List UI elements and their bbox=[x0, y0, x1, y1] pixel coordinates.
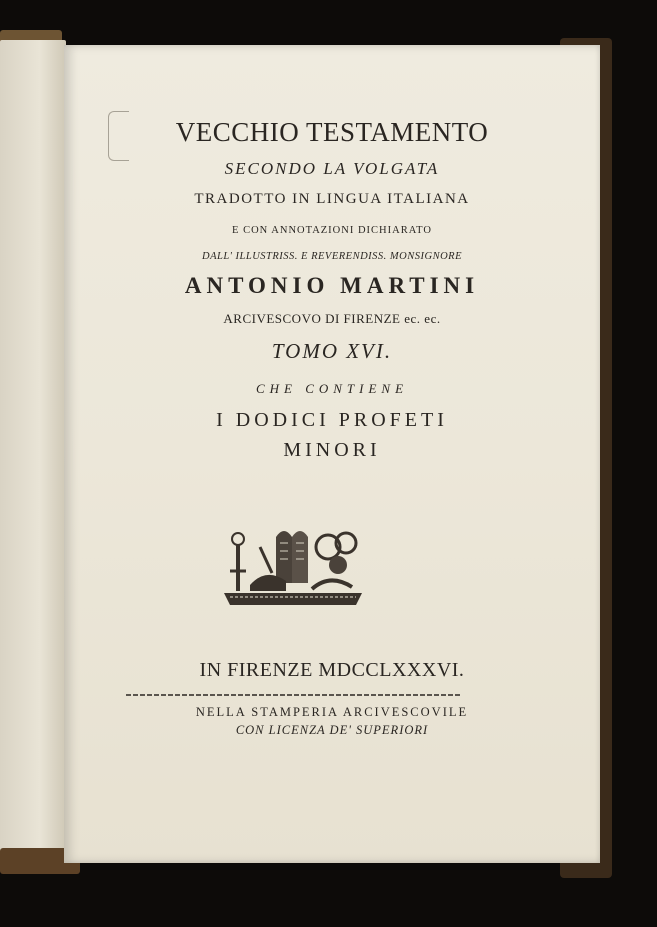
printer-name: NELLA STAMPERIA ARCIVESCOVILE bbox=[195, 705, 469, 719]
contents-intro: CHE CONTIENE bbox=[255, 381, 409, 396]
contents-line-1: I DODICI PROFETI bbox=[216, 409, 448, 431]
left-page-edge bbox=[0, 40, 66, 870]
contents-line-2: MINORI bbox=[283, 439, 381, 461]
volume-number: TOMO XVI. bbox=[271, 339, 393, 363]
book-subtitle: SECONDO LA VOLGATA bbox=[224, 159, 440, 178]
license-line: CON LICENZA DE' SUPERIORI bbox=[235, 723, 429, 737]
printer-ornament-icon bbox=[220, 523, 366, 613]
dedication-line: DALL' ILLUSTRISS. E REVERENDISS. MONSIGNORE bbox=[202, 251, 462, 262]
annotation-line: E CON ANNOTAZIONI DICHIARATO bbox=[232, 225, 432, 236]
ornamental-rule bbox=[126, 691, 462, 699]
title-page bbox=[64, 45, 600, 863]
book-title: VECCHIO TESTAMENTO bbox=[175, 117, 489, 147]
translation-line: TRADOTTO IN LINGUA ITALIANA bbox=[194, 191, 470, 207]
imprint-place-date: IN FIRENZE MDCCLXXXVI. bbox=[199, 659, 465, 681]
author-title: ARCIVESCOVO DI FIRENZE ec. ec. bbox=[223, 311, 441, 326]
author-name: ANTONIO MARTINI bbox=[184, 273, 480, 298]
